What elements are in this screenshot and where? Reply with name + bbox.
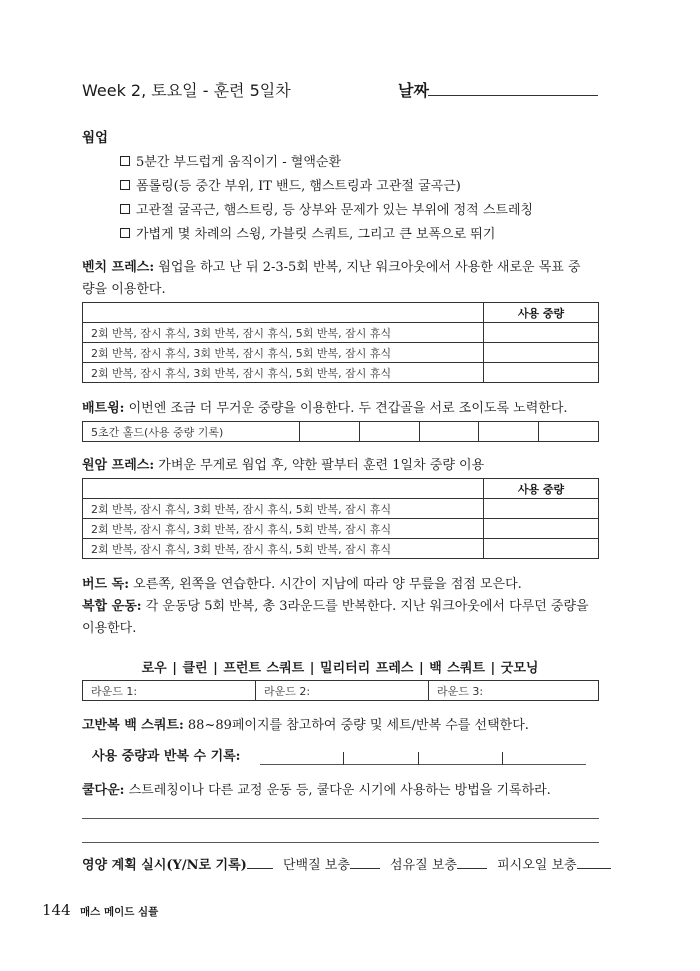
- table-row: 2회 반복, 잠시 휴식, 3회 반복, 잠시 휴식, 5회 반복, 잠시 휴식: [83, 539, 599, 559]
- checkbox[interactable]: [120, 156, 130, 166]
- hold-cell[interactable]: [300, 422, 360, 442]
- table-row: 2회 반복, 잠시 휴식, 3회 반복, 잠시 휴식, 5회 반복, 잠시 휴식: [83, 519, 599, 539]
- hold-cell[interactable]: [479, 422, 539, 442]
- page-title: Week 2, 토요일 - 훈련 5일차: [82, 81, 291, 100]
- high-rep-description: 고반복 백 스쿼트: 88~89페이지를 참고하여 중량 및 세트/반복 수를 선택한다.: [82, 718, 529, 733]
- checkbox[interactable]: [120, 204, 130, 214]
- page-number: 144: [42, 901, 71, 919]
- table-row: 5초간 홀드(사용 중량 기록): [83, 422, 599, 442]
- cooldown-description: 쿨다운: 스트레칭이나 다른 교정 운동 등, 쿨다운 시기에 사용하는 방법을 기록하라.: [82, 783, 551, 798]
- warmup-item[interactable]: 폼롤링(등 중간 부위, IT 밴드, 햄스트링과 고관절 굴곡근): [120, 175, 461, 194]
- hold-cell[interactable]: [539, 422, 599, 442]
- nutrition-blank[interactable]: [350, 856, 380, 869]
- round-cell[interactable]: 라운드 2:: [256, 681, 429, 701]
- weight-cell[interactable]: [484, 519, 599, 539]
- round-cell[interactable]: 라운드 1:: [83, 681, 256, 701]
- date-label: 날짜: [398, 81, 429, 100]
- weight-cell[interactable]: [484, 499, 599, 519]
- cooldown-line[interactable]: [82, 842, 599, 843]
- table-row: [83, 681, 599, 701]
- bench-col-header: 사용 중량: [484, 303, 599, 323]
- checkbox[interactable]: [120, 228, 130, 238]
- batwing-table: [82, 421, 599, 442]
- weight-cell[interactable]: [484, 343, 599, 363]
- hold-cell[interactable]: [359, 422, 419, 442]
- date-line: [428, 95, 598, 96]
- one-arm-description: 원암 프레스: 가벼운 무게로 웜업 후, 약한 팔부터 훈련 1일차 중량 이용: [82, 458, 485, 473]
- warmup-item[interactable]: 고관절 굴곡근, 햄스트링, 등 상부와 문제가 있는 부위에 정적 스트레칭: [120, 199, 533, 218]
- nutrition-blank[interactable]: [247, 856, 273, 869]
- complex-description: 복합 운동: 각 운동당 5회 반복, 총 3라운드를 반복한다. 지난 워크아웃에서 다루던 중량을 이용한다.: [82, 599, 589, 636]
- divider: [343, 752, 344, 765]
- table-row: 2회 반복, 잠시 휴식, 3회 반복, 잠시 휴식, 5회 반복, 잠시 휴식: [83, 499, 599, 519]
- hold-cell[interactable]: [419, 422, 479, 442]
- one-arm-table: [82, 478, 599, 559]
- weight-cell[interactable]: [484, 539, 599, 559]
- table-row: 2회 반복, 잠시 휴식, 3회 반복, 잠시 휴식, 5회 반복, 잠시 휴식: [83, 343, 599, 363]
- rounds-table: [82, 680, 599, 701]
- book-title: 매스 메이드 심플: [80, 906, 159, 918]
- batwing-description: 배트윙: 이번엔 조금 더 무거운 중량을 이용한다. 두 견갑골을 서로 조이도록 노력한다.: [82, 401, 568, 416]
- weight-cell[interactable]: [484, 363, 599, 383]
- nutrition-blank[interactable]: [577, 856, 611, 869]
- cooldown-line[interactable]: [82, 818, 599, 819]
- bench-table: [82, 302, 599, 383]
- divider: [502, 752, 503, 765]
- one-arm-col-header: 사용 중량: [484, 479, 599, 499]
- nutrition-row: 영양 계획 실시(Y/N로 기록) 단백질 보충 섬유질 보충 피시오일 보충: [82, 855, 611, 877]
- warmup-item[interactable]: 가볍게 몇 차례의 스윙, 가블릿 스쿼트, 그리고 큰 보폭으로 뛰기: [120, 223, 495, 242]
- divider: [418, 752, 419, 765]
- record-line[interactable]: [260, 764, 586, 765]
- record-row: 사용 중량과 반복 수 기록:: [92, 749, 241, 764]
- bird-dog-description: 버드 독: 오른쪽, 왼쪽을 연습한다. 시간이 지남에 따라 양 무릎을 점점 모은다.: [82, 577, 522, 592]
- warmup-item[interactable]: 5분간 부드럽게 움직이기 - 혈액순환: [120, 151, 341, 170]
- warmup-title: 웜업: [82, 130, 109, 146]
- bench-description: 벤치 프레스: 웜업을 하고 난 뒤 2-3-5회 반복, 지난 워크아웃에서 사용한 새로운 목표 중 량을 이용한다.: [82, 260, 581, 297]
- nutrition-blank[interactable]: [457, 856, 487, 869]
- table-row: 2회 반복, 잠시 휴식, 3회 반복, 잠시 휴식, 5회 반복, 잠시 휴식: [83, 363, 599, 383]
- round-cell[interactable]: 라운드 3:: [429, 681, 599, 701]
- weight-cell[interactable]: [484, 323, 599, 343]
- table-row: 2회 반복, 잠시 휴식, 3회 반복, 잠시 휴식, 5회 반복, 잠시 휴식: [83, 323, 599, 343]
- checkbox[interactable]: [120, 180, 130, 190]
- complex-moves: 로우 | 클린 | 프런트 스쿼트 | 밀리터리 프레스 | 백 스쿼트 | 굿모닝: [141, 661, 539, 676]
